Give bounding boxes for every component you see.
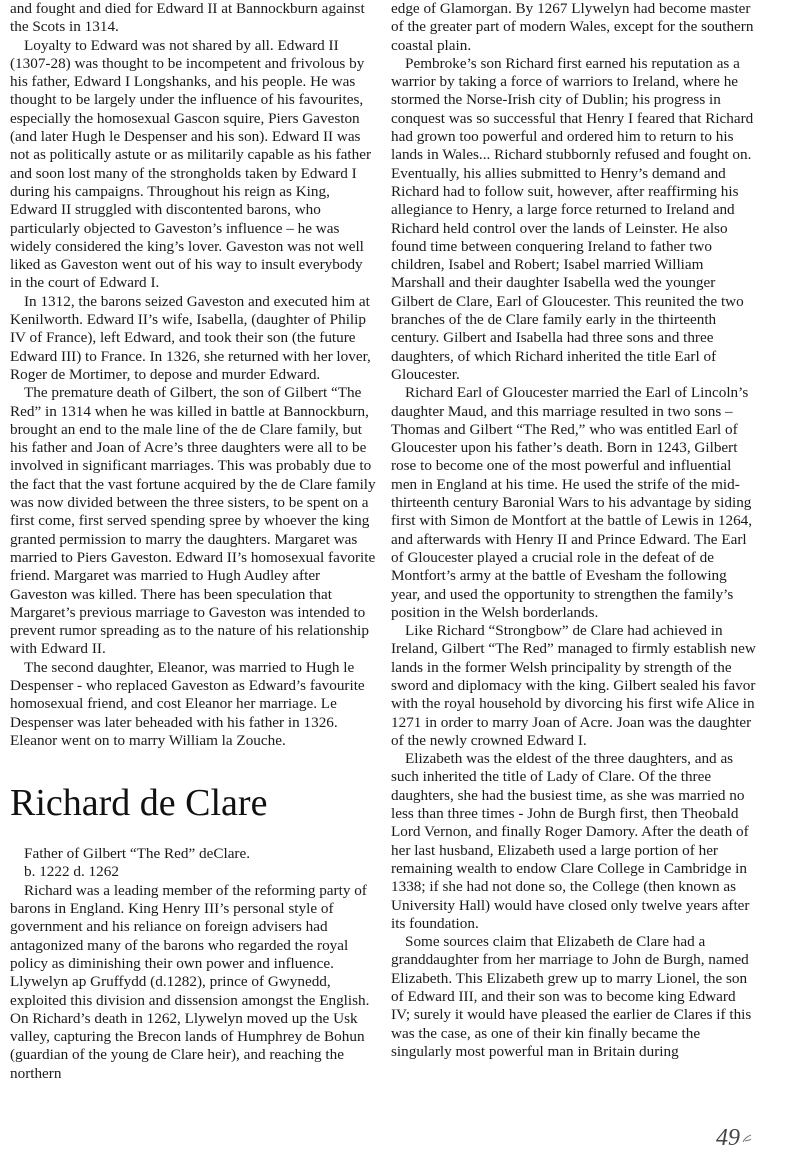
paragraph: Like Richard “Strongbow” de Clare had achieved in Ireland, Gilbert “The Red” managed to firmly establish new lands in the former Welsh principality by strength of the sword and diplomacy with the king. Gilbert sealed his favor with the royal household by divorcing his first wife Alice in 1271 in order to marry Joan of Acre. Joan was the daughter of the newly crowned Edward I. <box>391 622 756 749</box>
paragraph: Richard Earl of Gloucester married the Earl of Lincoln’s daughter Maud, and this marriage resulted in two sons – Thomas and Gilbert “The Red,” who was entitled Earl of Gloucester upon his father’s death. Born in 1243, Gilbert rose to become one of the most powerful and influential men in England at his time. He used the strife of the mid-thirteenth century Baronial Wars to his advantage by siding first with Simon de Montfort at the battle of Lewis in 1264, and afterwards with Henry II and Prince Edward. The Earl of Gloucester played a crucial role in the defeat of de Montfort’s army at the battle of Evesham the following year, and used the opportunity to strengthen the family’s position in the Welsh borderlands. <box>391 384 753 621</box>
paragraph: Loyalty to Edward was not shared by all. Edward II (1307-28) was thought to be incompetent and frivolous by his father, Edward I Longshanks, and his people. He was thought to be largely under the influence of his favourites, especially the homosexual Gascon squire, Piers Gaveston (and later Hugh le Despenser and his son). Edward II was not as politically astute or as militarily capable as his father and soon lost many of the strongholds taken by Edward I during his campaigns. Throughout his reign as King, Edward II struggled with discontented barons, who particularly objected to Gaveston’s influence – he was widely considered the king’s lover. Gaveston was not well liked as Gaveston went out of his way to insult everybody in the court of Edward I. <box>10 36 372 292</box>
page-number <box>716 1125 753 1152</box>
paragraph: edge of Glamorgan. By 1267 Llywelyn had become master of the greater part of modern Wales, except for the southern coastal plain. <box>391 0 754 54</box>
life-dates: b. 1222 d. 1262 <box>24 863 119 881</box>
paragraph: Pembroke’s son Richard first earned his reputation as a warrior by taking a force of warriors to Ireland, where he stormed the Norse-Irish city of Dublin; his progress in conquest was so successful that Henry I feared that Richard had grown too powerful and ordered him to return to his lands in Wales... Richard stubbornly refused and fought on. Eventually, his allies submitted to Henry’s demand and Richard had to follow suit, however, after reaffirming his allegiance to Henry, a large force returned to Ireland and Richard held control over the lands of Leinster. He also found time between conquering Ireland to father two children, Isabel and Robert; Isabel married William Marshall and their daughter Isabella wed the younger Gilbert de Clare, Earl of Gloucester. This reunited the two branches of the de Clare family early in the thirteenth century. Gilbert and Isabella had three sons and three daughters, of which Richard inherited the title Earl of Gloucester. <box>391 54 754 383</box>
section-heading: Richard de Clare <box>10 782 268 825</box>
section-subtitle: Father of Gilbert “The Red” deClare. <box>24 845 251 863</box>
paragraph: Elizabeth was the eldest of the three daughters, and as such inherited the title of Lady of Clare. Of the three daughters, she had the busiest time, as she was married no less than three times - John de Burgh first, then Theobald Lord Vernon, and finally Roger Damory. After the death of her last husband, Elizabeth used a large portion of her remaining wealth to endow Clare College in Cambridge in 1338; if she had not done so, the College (then known as University Hall) would have closed only twelve years after its foundation. <box>391 750 750 932</box>
right-column <box>391 0 757 1061</box>
paragraph: and fought and died for Edward II at Bannockburn against the Scots in 1314. <box>10 0 365 36</box>
paragraph: In 1312, the barons seized Gaveston and executed him at Kenilworth. Edward II’s wife, Isabella, (daughter of Philip IV of France), left Edward, and took their son (the future Edward III) to France. In 1326, she returned with her lover, Roger de Mortimer, to depose and murder Edward. <box>10 292 371 383</box>
paragraph: Richard was a leading member of the reforming party of barons in England. King Henry III’s personal style of government and his reliance on foreign advisers had antagonized many of the barons who regarded the royal policy as diminishing their own power and influence. Llywelyn ap Gruffydd (d.1282), prince of Gwynedd, exploited this division and dissension amongst the English. On Richard’s death in 1262, Llywelyn moved up the Usk valley, capturing the Brecon lands of Humphrey de Bohun (guardian of the young de Clare heir), and reaching the northern <box>10 881 370 1082</box>
flourish-icon <box>741 1133 753 1145</box>
page-number-text: 49 <box>716 1125 740 1151</box>
paragraph: The second daughter, Eleanor, was married to Hugh le Despenser - who replaced Gaveston as Edward’s favourite homosexual friend, and cost Eleanor her marriage. Le Despenser was later beheaded with his father in 1326. Eleanor went on to marry William la Zouche. <box>10 658 365 749</box>
paragraph: The premature death of Gilbert, the son of Gilbert “The Red” in 1314 when he was killed in battle at Bannockburn, brought an end to the male line of the de Clare family, but his father and Joan of Acre’s three daughters were all to be involved in significant marriages. This was probably due to the fact that the vast fortune acquired by the de Clare family was now divided between the three sisters, to be spent on a first come, first served spending spree by whoever the king granted permission to marry the daughters. Margaret was married to Piers Gaveston. Edward II’s homosexual favorite friend. Margaret was married to Hugh Audley after Gaveston was killed. There has been speculation that Margaret’s previous marriage to Gaveston was intended to prevent rumor spreading as to the nature of his relationship with Edward II. <box>10 384 376 658</box>
paragraph: Some sources claim that Elizabeth de Clare had a granddaughter from her marriage to John de Burgh, named Elizabeth. This Elizabeth grew up to marry Lionel, the son of Edward III, and their son was to become king Edward IV; surely it would have pleased the earlier de Clares if this was the case, as one of their kin finally became the singularly most powerful man in Britain during <box>391 933 752 1060</box>
left-column <box>10 0 376 1083</box>
